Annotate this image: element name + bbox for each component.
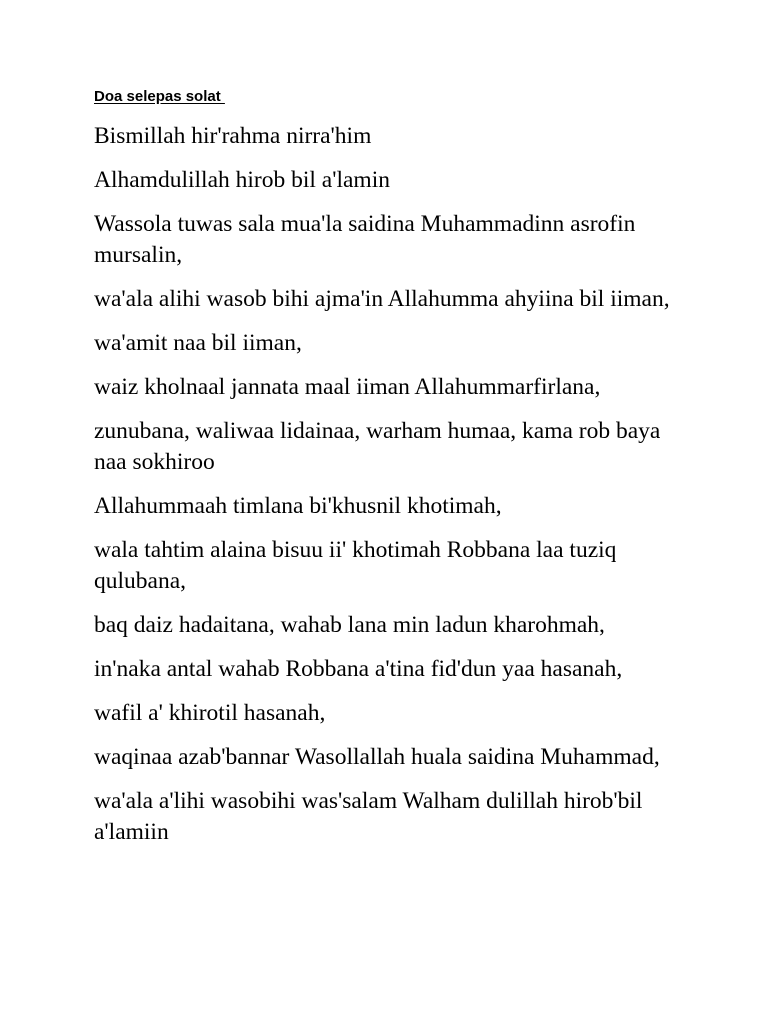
paragraph-2: Alhamdulillah hirob bil a'lamin [94, 167, 390, 193]
paragraph-3: Wassola tuwas sala mua'la saidina Muhammadinn asrofin mursalin, [94, 211, 636, 268]
document-body [94, 121, 694, 861]
paragraph-14: wa'ala a'lihi wasobihi was'salam Walham dulillah hirob'bil a'lamiin [94, 788, 643, 845]
paragraph-13: waqinaa azab'bannar Wasollallah huala saidina Muhammad, [94, 744, 660, 770]
paragraph-4: wa'ala alihi wasob bihi ajma'in Allahumma ahyiina bil iiman, [94, 286, 670, 312]
paragraph-8: Allahummaah timlana bi'khusnil khotimah, [94, 493, 502, 519]
document-title: Doa selepas solat [94, 88, 225, 105]
paragraph-12: wafil a' khirotil hasanah, [94, 700, 326, 726]
paragraph-7: zunubana, waliwaa lidainaa, warham humaa, kama rob baya naa sokhiroo [94, 418, 661, 475]
paragraph-10: baq daiz hadaitana, wahab lana min ladun kharohmah, [94, 612, 605, 638]
paragraph-1: Bismillah hir'rahma nirra'him [94, 123, 372, 149]
paragraph-6: waiz kholnaal jannata maal iiman Allahummarfirlana, [94, 374, 601, 400]
paragraph-9: wala tahtim alaina bisuu ii' khotimah Robbana laa tuziq qulubana, [94, 537, 617, 594]
paragraph-11: in'naka antal wahab Robbana a'tina fid'dun yaa hasanah, [94, 656, 623, 682]
paragraph-5: wa'amit naa bil iiman, [94, 330, 302, 356]
